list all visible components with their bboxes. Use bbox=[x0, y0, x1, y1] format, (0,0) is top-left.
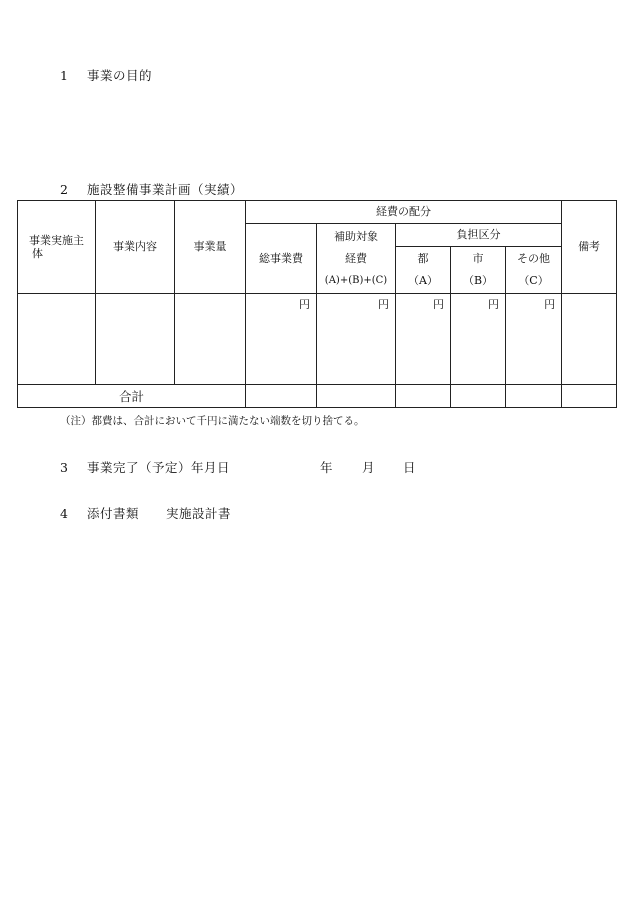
section-1-title: 事業の目的 bbox=[86, 68, 152, 83]
cell-total-cost-unit: 円 bbox=[246, 294, 317, 385]
header-total-cost: 総事業費 bbox=[246, 224, 317, 294]
section-3-number: 3 bbox=[60, 460, 69, 475]
section-2-title: 施設整備事業計画（実績） bbox=[86, 182, 243, 197]
attachment-value: 実施設計書 bbox=[166, 506, 232, 521]
header-subsidy-formula: (A)+(B)+(C) bbox=[324, 274, 388, 286]
cell-subsidy-unit: 円 bbox=[317, 294, 396, 385]
section-3-title: 事業完了（予定）年月日 bbox=[86, 460, 230, 475]
header-burden: 負担区分 bbox=[396, 224, 562, 247]
header-metro bbox=[396, 247, 451, 294]
header-subsidy bbox=[317, 224, 396, 294]
date-day-label: 日 bbox=[403, 460, 417, 475]
table-row-total bbox=[18, 385, 617, 408]
total-total-cost bbox=[246, 385, 317, 408]
total-subsidy bbox=[317, 385, 396, 408]
section-2-number: 2 bbox=[60, 182, 69, 197]
table-note: （注）都費は、合計において千円に満たない端数を切り捨てる。 bbox=[60, 415, 365, 427]
total-other bbox=[506, 385, 562, 408]
header-implementer bbox=[18, 201, 96, 294]
header-other-label: その他 bbox=[517, 252, 551, 265]
date-year-label: 年 bbox=[320, 460, 334, 475]
cell-metro-unit: 円 bbox=[396, 294, 451, 385]
header-quantity: 事業量 bbox=[175, 201, 246, 294]
cell-content bbox=[96, 294, 175, 385]
header-other bbox=[506, 247, 562, 294]
header-implementer-line2: 体 bbox=[32, 247, 43, 260]
total-remarks bbox=[562, 385, 617, 408]
section-4-heading bbox=[60, 504, 139, 522]
cell-other-unit: 円 bbox=[506, 294, 562, 385]
section-1-number: 1 bbox=[60, 68, 69, 83]
total-label: 合計 bbox=[18, 385, 246, 408]
cell-quantity bbox=[175, 294, 246, 385]
header-remarks: 備考 bbox=[562, 201, 617, 294]
total-city bbox=[451, 385, 506, 408]
table-row-data bbox=[18, 294, 617, 385]
section-4-number: 4 bbox=[60, 506, 69, 521]
section-4-title: 添付書類 bbox=[86, 506, 139, 521]
header-city-label: 市 bbox=[472, 252, 484, 265]
cell-city-unit: 円 bbox=[451, 294, 506, 385]
cell-implementer bbox=[18, 294, 96, 385]
header-subsidy-line1: 補助対象 bbox=[334, 229, 378, 243]
header-implementer-line1: 事業実施主 bbox=[29, 233, 84, 247]
section-1-heading bbox=[60, 66, 152, 84]
date-month-label: 月 bbox=[362, 460, 376, 475]
header-city bbox=[451, 247, 506, 294]
plan-table bbox=[17, 200, 617, 408]
section-2-heading bbox=[60, 180, 243, 198]
header-content: 事業内容 bbox=[96, 201, 175, 294]
header-metro-code: （A） bbox=[408, 274, 438, 287]
cell-remarks bbox=[562, 294, 617, 385]
total-metro bbox=[396, 385, 451, 408]
header-subsidy-line2: 経費 bbox=[345, 251, 367, 265]
header-allocation: 経費の配分 bbox=[246, 201, 562, 224]
section-3-heading bbox=[60, 458, 230, 476]
header-metro-label: 都 bbox=[417, 252, 429, 265]
header-other-code: （C） bbox=[518, 274, 549, 287]
header-city-code: （B） bbox=[462, 274, 494, 287]
